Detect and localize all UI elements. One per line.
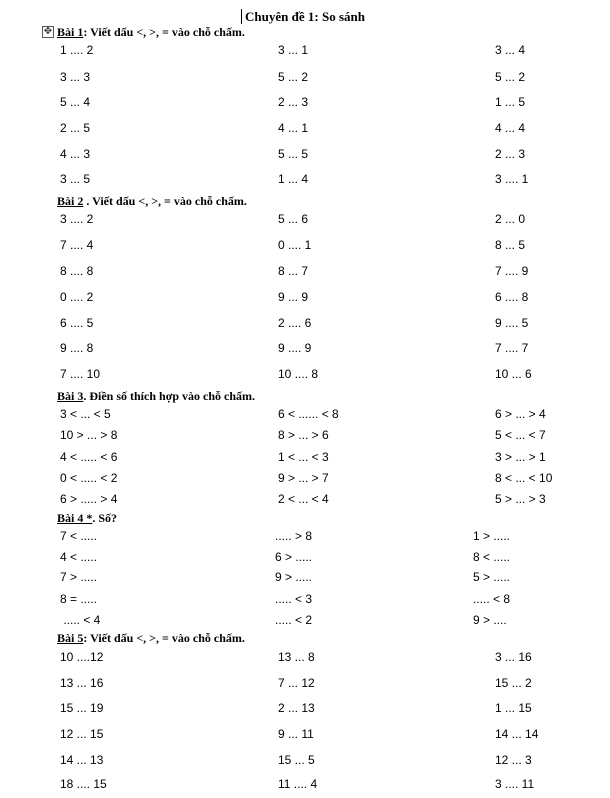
exercise-item: 8 .... 8	[60, 264, 94, 278]
exercise-item: 10 ... 6	[495, 367, 532, 381]
exercise-item: 13 ... 8	[278, 650, 315, 664]
exercise-item: 9 ... 9	[278, 290, 309, 304]
exercise-item: 7 .... 10	[60, 367, 101, 381]
exercise-item: 3 > ... > 1	[495, 450, 546, 464]
exercise-item: 12 ... 3	[495, 753, 532, 767]
exercise-item: 1 .... 2	[60, 43, 94, 57]
exercise-instruction: . Viết dấu <, >, = vào chỗ chấm.	[83, 194, 247, 208]
exercise-number: Bài 3	[57, 389, 84, 403]
exercise-item: 7 < .....	[60, 529, 98, 543]
exercise-item: 6 > .....	[275, 550, 313, 564]
exercise-item: 1 ... 15	[495, 701, 532, 715]
exercise-item: 0 .... 1	[278, 238, 312, 252]
text-cursor	[241, 9, 242, 24]
exercise-item: 2 ... 3	[278, 95, 309, 109]
exercise-item: 5 ... 4	[60, 95, 91, 109]
exercise-item: 7 .... 9	[495, 264, 529, 278]
exercise-item: 8 > ... > 6	[278, 428, 329, 442]
exercise-item: 3 .... 2	[60, 212, 94, 226]
exercise-item: 1 < ... < 3	[278, 450, 329, 464]
exercise-item: ..... < 2	[275, 613, 313, 627]
exercise-item: 5 ... 5	[278, 147, 309, 161]
exercise-item: 7 .... 7	[495, 341, 529, 355]
exercise-item: 4 < ..... < 6	[60, 450, 118, 464]
exercise-item: 8 < ... < 10	[495, 471, 553, 485]
exercise-item: 5 ... 6	[278, 212, 309, 226]
exercise-heading	[57, 631, 245, 646]
exercise-item: 9 > ... > 7	[278, 471, 329, 485]
exercise-item: 4 ... 4	[495, 121, 526, 135]
exercise-item: ..... < 8	[473, 592, 511, 606]
exercise-instruction: . Điền số thích hợp vào chỗ chấm.	[83, 389, 256, 403]
exercise-item: 7 .... 4	[60, 238, 94, 252]
exercise-item: 8 < .....	[473, 550, 511, 564]
exercise-item: 3 ... 4	[495, 43, 526, 57]
exercise-item: 3 .... 1	[495, 172, 529, 186]
exercise-heading	[57, 511, 117, 526]
exercise-item: 3 ... 16	[495, 650, 532, 664]
exercise-item: 6 .... 5	[60, 316, 94, 330]
exercise-item: 15 ... 19	[60, 701, 104, 715]
exercise-item: 1 > .....	[473, 529, 511, 543]
exercise-number: Bài 5	[57, 631, 84, 645]
exercise-number: Bài 1	[57, 25, 84, 39]
exercise-item: 8 = .....	[60, 592, 98, 606]
exercise-item: 11 .... 4	[278, 777, 318, 791]
exercise-item: 7 ... 12	[278, 676, 315, 690]
exercise-heading	[57, 25, 245, 40]
exercise-item: ..... > 8	[275, 529, 313, 543]
exercise-item: 14 ... 13	[60, 753, 104, 767]
exercise-item: 2 ... 0	[495, 212, 526, 226]
exercise-item: 10 .... 8	[278, 367, 319, 381]
exercise-item: 5 ... 2	[278, 70, 309, 84]
exercise-item: 12 ... 15	[60, 727, 104, 741]
exercise-item: 10 ....12	[60, 650, 104, 664]
exercise-item: 4 < .....	[60, 550, 98, 564]
exercise-item: 0 < ..... < 2	[60, 471, 118, 485]
exercise-item: 18 .... 15	[60, 777, 107, 791]
exercise-item: 5 ... 2	[495, 70, 526, 84]
exercise-item: 6 < ...... < 8	[278, 407, 339, 421]
exercise-item: 0 .... 2	[60, 290, 94, 304]
exercise-item: 4 ... 1	[278, 121, 309, 135]
exercise-item: ..... < 4	[60, 613, 101, 627]
exercise-heading	[57, 389, 255, 404]
exercise-item: 3 < ... < 5	[60, 407, 111, 421]
exercise-item: 3 .... 11	[495, 777, 535, 791]
exercise-number: Bài 2	[57, 194, 84, 208]
exercise-item: 9 .... 8	[60, 341, 94, 355]
exercise-item: 9 > ....	[473, 613, 507, 627]
exercise-item: 8 ... 5	[495, 238, 526, 252]
exercise-number: Bài 4 *	[57, 511, 93, 525]
exercise-item: 2 ... 13	[278, 701, 315, 715]
exercise-item: 6 > ..... > 4	[60, 492, 118, 506]
exercise-item: 2 ... 3	[495, 147, 526, 161]
exercise-instruction: . Số?	[92, 511, 118, 525]
exercise-item: 5 > ... > 3	[495, 492, 546, 506]
exercise-item: 5 < ... < 7	[495, 428, 546, 442]
exercise-heading	[57, 194, 247, 209]
exercise-item: 14 ... 14	[495, 727, 539, 741]
exercise-item: 9 > .....	[275, 570, 313, 584]
exercise-item: 15 ... 2	[495, 676, 532, 690]
exercise-item: 6 .... 8	[495, 290, 529, 304]
exercise-item: 5 > .....	[473, 570, 511, 584]
exercise-item: 15 ... 5	[278, 753, 315, 767]
exercise-instruction: : Viết dấu <, >, = vào chỗ chấm.	[83, 25, 245, 39]
table-move-handle-icon[interactable]: ✥	[43, 26, 53, 37]
exercise-item: 7 > .....	[60, 570, 98, 584]
document-title: Chuyên đề 1: So sánh	[245, 9, 365, 24]
exercise-item: 6 > ... > 4	[495, 407, 546, 421]
exercise-item: 2 ... 5	[60, 121, 91, 135]
exercise-item: 9 ... 11	[278, 727, 314, 741]
exercise-item: 8 ... 7	[278, 264, 309, 278]
exercise-item: 13 ... 16	[60, 676, 104, 690]
exercise-item: 3 ... 1	[278, 43, 309, 57]
exercise-item: 1 ... 5	[495, 95, 526, 109]
exercise-item: 3 ... 3	[60, 70, 91, 84]
exercise-item: 10 > ... > 8	[60, 428, 118, 442]
exercise-item: 4 ... 3	[60, 147, 91, 161]
exercise-item: 9 .... 9	[278, 341, 312, 355]
exercise-item: 2 .... 6	[278, 316, 312, 330]
exercise-instruction: : Viết dấu <, >, = vào chỗ chấm.	[83, 631, 245, 645]
exercise-item: 3 ... 5	[60, 172, 91, 186]
exercise-item: 9 .... 5	[495, 316, 529, 330]
exercise-item: ..... < 3	[275, 592, 313, 606]
exercise-item: 2 < ... < 4	[278, 492, 329, 506]
exercise-item: 1 ... 4	[278, 172, 309, 186]
